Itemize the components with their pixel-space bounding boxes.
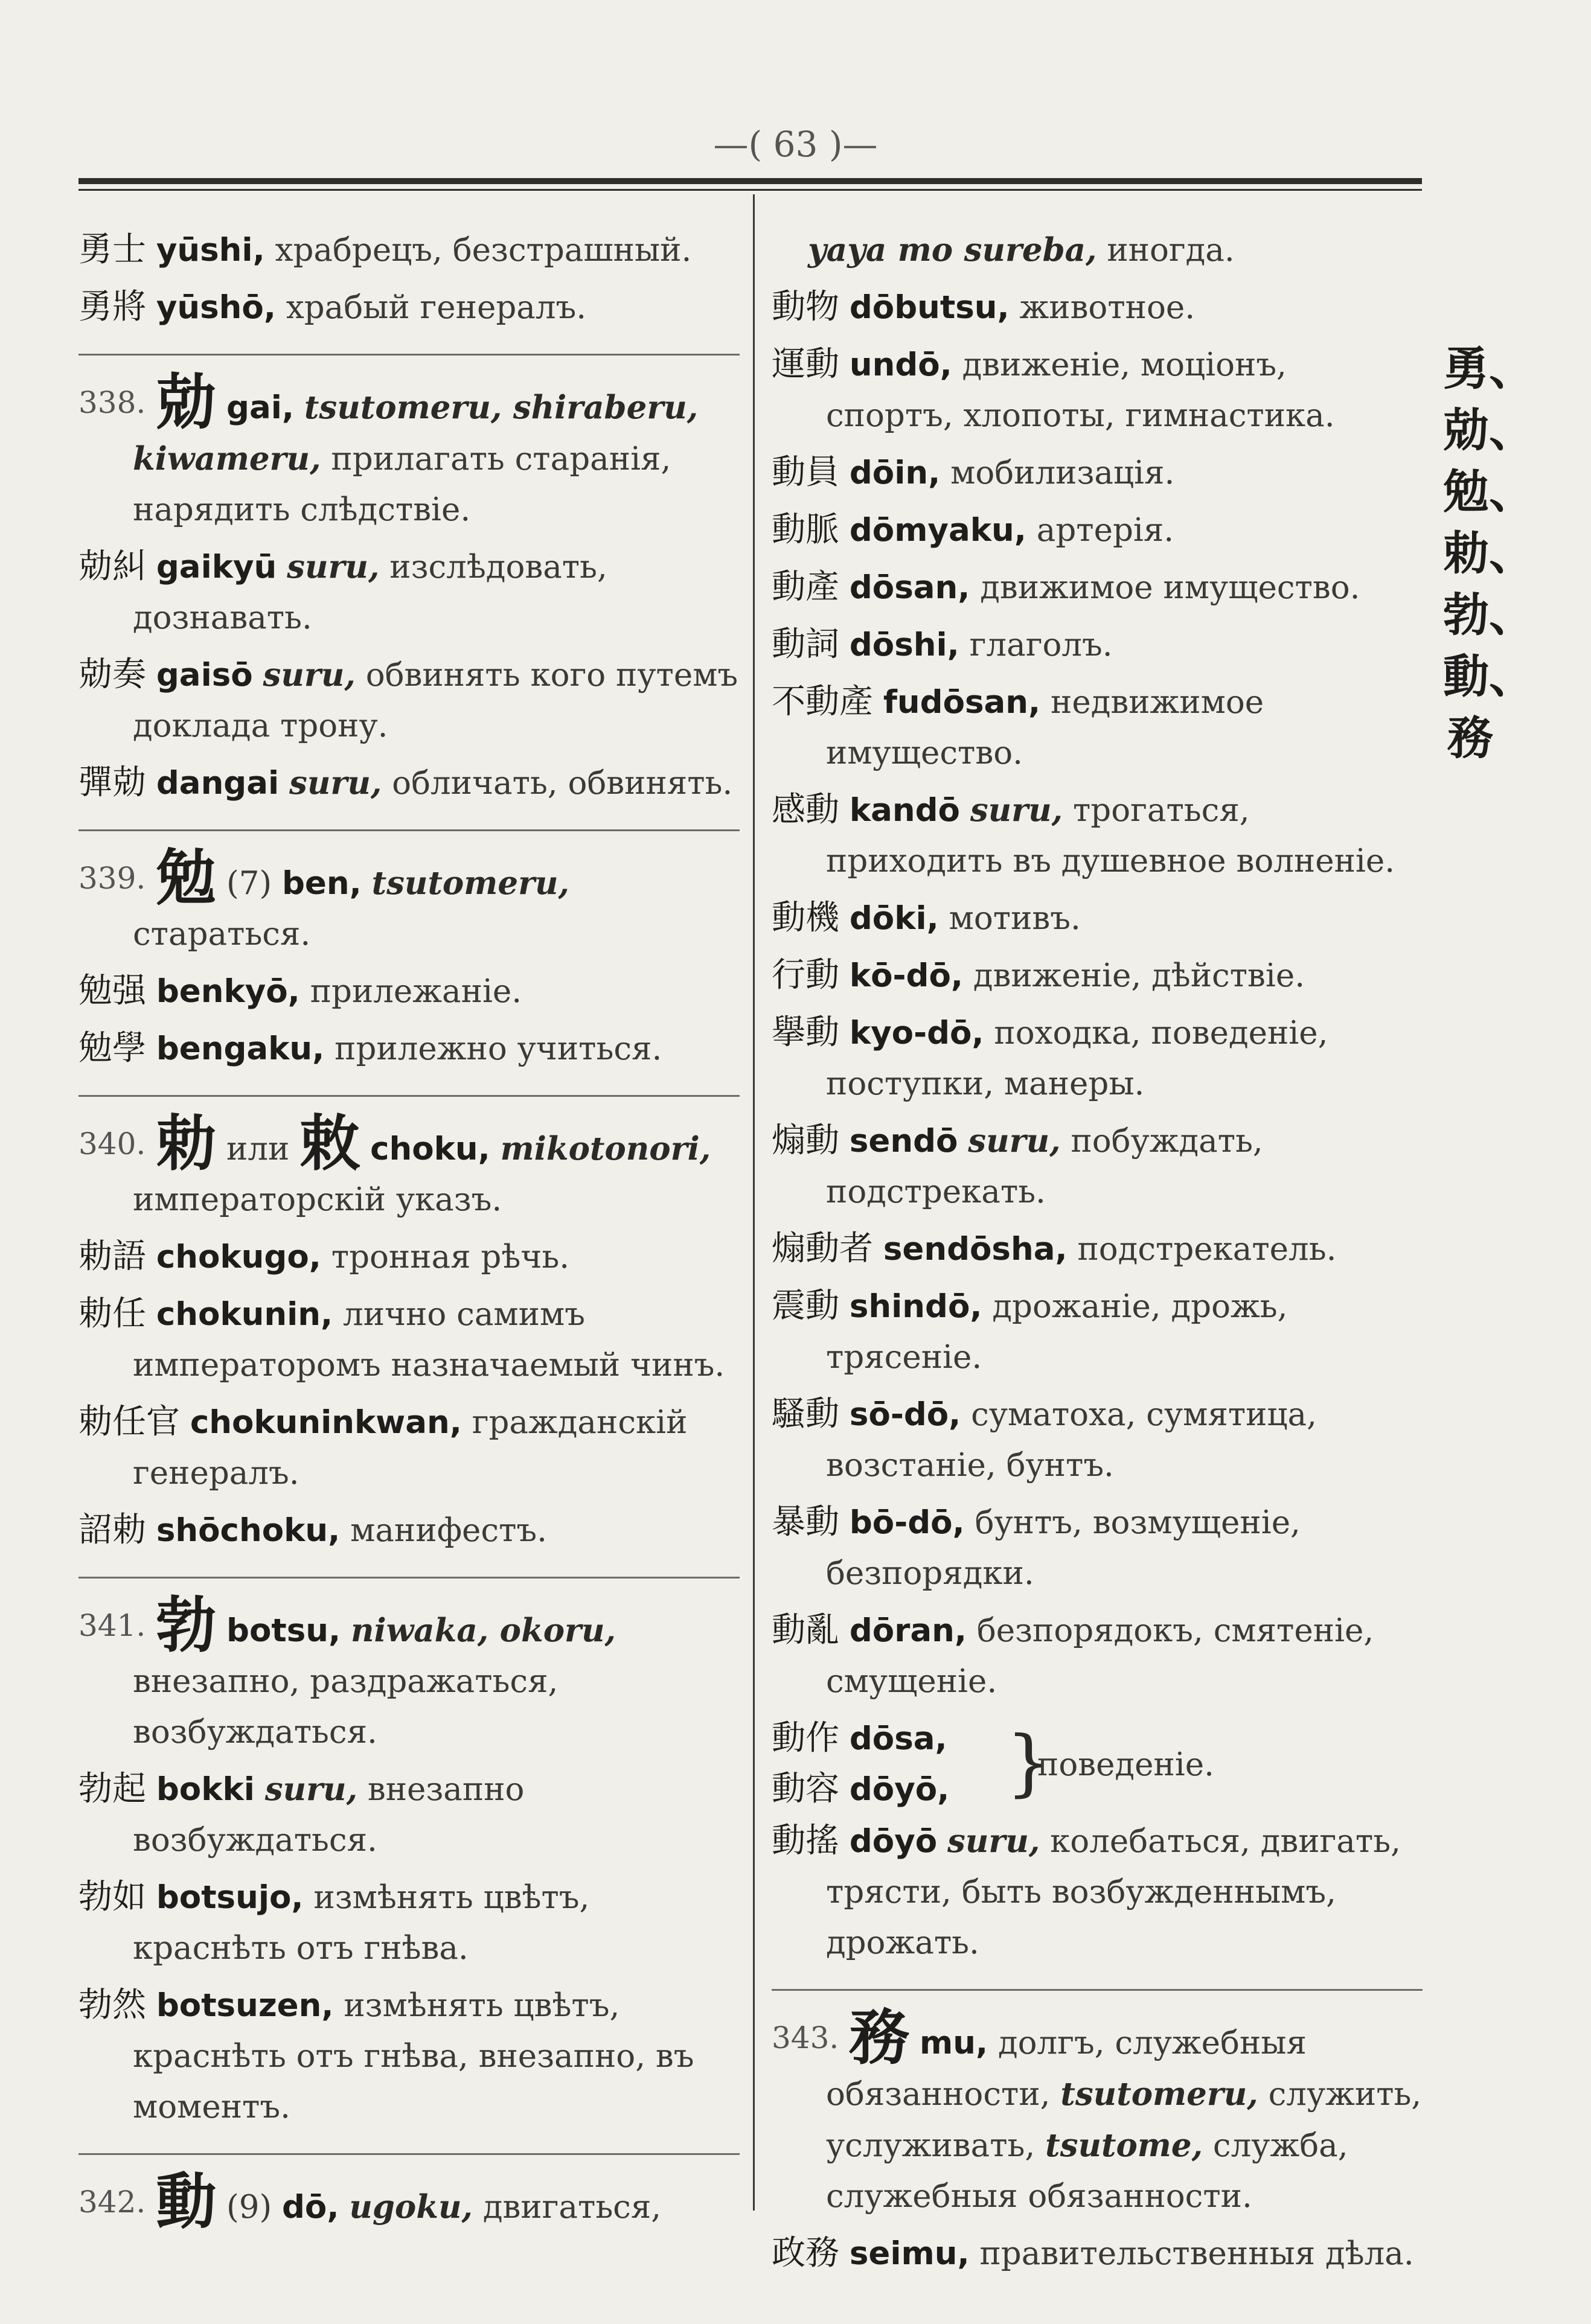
entry-translation: иногда. bbox=[1107, 232, 1235, 269]
entry-reading: tsutomeru, shiraberu, kiwameru, bbox=[133, 389, 699, 477]
entry-kanji: 勇將 bbox=[78, 287, 146, 327]
section-heading-339 bbox=[78, 843, 740, 960]
entry-reading: suru, bbox=[287, 548, 380, 586]
entry-kanji: 運動 bbox=[772, 345, 839, 384]
entry-translation: суматоха, сумятица, возстаніе, бунтъ. bbox=[826, 1396, 1317, 1484]
dictionary-entry bbox=[78, 1505, 740, 1556]
entry-kanji: 動機 bbox=[772, 898, 839, 937]
right-column bbox=[772, 225, 1423, 2285]
dictionary-entry bbox=[78, 758, 740, 809]
section-separator bbox=[78, 829, 740, 831]
section-number: 343. bbox=[772, 2020, 839, 2055]
entry-translation: подстрекатель. bbox=[1077, 1231, 1337, 1268]
entry-kanji: 不動產 bbox=[772, 682, 873, 721]
dictionary-entry bbox=[78, 1872, 740, 1974]
side-index-char: 勅、 bbox=[1443, 526, 1535, 580]
entry-reading: ugoku, bbox=[349, 2188, 473, 2226]
entry-kanji: 勅語 bbox=[78, 1237, 146, 1276]
dictionary-entry bbox=[78, 1231, 740, 1283]
entry-romaji: dō, bbox=[281, 2189, 339, 2226]
entry-romaji: shōchoku, bbox=[156, 1512, 341, 1549]
entry-kanji: 擧動 bbox=[772, 1013, 839, 1052]
entry-kanji: 煽動 bbox=[772, 1121, 839, 1160]
entry-translation: императорскій указъ. bbox=[133, 1181, 502, 1218]
entry-kanji: 勃然 bbox=[78, 1985, 146, 2025]
entry-translation: измѣнять цвѣтъ, краснѣть отъ гнѣва, внезапно, въ моментъ. bbox=[133, 1987, 694, 2125]
entry-kanji: 勅任 bbox=[78, 1294, 146, 1333]
entry-romaji: sendōsha, bbox=[883, 1231, 1068, 1268]
entry-kanji: 勉强 bbox=[78, 971, 146, 1010]
entry-kanji: 動作 bbox=[772, 1719, 839, 1758]
dictionary-entry bbox=[772, 447, 1423, 499]
entry-romaji: undō, bbox=[849, 346, 952, 383]
entry-reading: suru, bbox=[263, 656, 356, 694]
section-separator bbox=[78, 1577, 740, 1579]
entry-romaji: dōshi, bbox=[849, 627, 959, 663]
section-number: 338. bbox=[78, 385, 146, 420]
entry-romaji: kō-dō, bbox=[849, 957, 963, 994]
entry-translation: долгъ, служебныя обязанности, bbox=[826, 2025, 1307, 2113]
continued-entry bbox=[772, 225, 1423, 276]
section-number: 340. bbox=[78, 1126, 146, 1161]
entry-reading: suru, bbox=[970, 791, 1063, 829]
section-separator bbox=[772, 1989, 1423, 1991]
entry-translation: правительственныя дѣла. bbox=[979, 2235, 1414, 2272]
entry-translation: безпорядокъ, смятеніе, смущеніе. bbox=[826, 1612, 1374, 1700]
entry-reading: niwaka, okoru, bbox=[351, 1612, 616, 1649]
entry-kanji: 動員 bbox=[772, 453, 839, 492]
dictionary-entry bbox=[772, 1389, 1423, 1491]
entry-romaji: bokki bbox=[156, 1771, 255, 1808]
entry-romaji: dōsan, bbox=[849, 569, 970, 606]
entry-reading: yaya mo sureba, bbox=[808, 231, 1097, 269]
entry-reading: tsutomeru, bbox=[371, 864, 569, 902]
entry-kanji: 感動 bbox=[772, 790, 839, 829]
entry-translation: изслѣдовать, дознавать. bbox=[133, 549, 607, 636]
section-separator bbox=[78, 1095, 740, 1097]
dictionary-entry bbox=[78, 282, 740, 333]
dictionary-entry bbox=[772, 339, 1423, 441]
dictionary-entry bbox=[772, 1224, 1423, 1275]
entry-translation: двигаться, bbox=[482, 2189, 662, 2226]
entry-romaji: dōbutsu, bbox=[849, 289, 1010, 326]
entry-reading: tsutome, bbox=[1045, 2127, 1203, 2164]
section-number: 339. bbox=[78, 861, 146, 896]
dictionary-entry bbox=[78, 650, 740, 752]
entry-kanji: 勃如 bbox=[78, 1877, 146, 1917]
entry-kanji: 政務 bbox=[772, 2233, 839, 2273]
entry-kanji: 動搖 bbox=[772, 1821, 839, 1860]
entry-translation: обвинять кого путемъ доклада трону. bbox=[133, 657, 738, 744]
entry-romaji: kyo-dō, bbox=[849, 1015, 984, 1052]
entry-romaji: mu, bbox=[920, 2025, 988, 2061]
section-heading-343 bbox=[772, 2002, 1423, 2222]
entry-translation: колебаться, двигать, трясти, быть возбужденнымъ, дрожать. bbox=[826, 1823, 1401, 1961]
entry-translation: лично самимъ императоромъ назначаемый чинъ. bbox=[133, 1296, 725, 1384]
dictionary-entry bbox=[772, 619, 1423, 671]
entry-romaji: botsu, bbox=[226, 1612, 341, 1649]
dictionary-entry bbox=[78, 1397, 740, 1499]
section-heading-338 bbox=[78, 367, 740, 535]
entry-kanji: 勇士 bbox=[78, 230, 146, 269]
dictionary-entry bbox=[772, 893, 1423, 944]
dictionary-entry bbox=[772, 1007, 1423, 1109]
entry-romaji: gaikyū bbox=[156, 549, 277, 586]
side-index-char: 務 bbox=[1447, 711, 1493, 765]
entry-translation: движимое имущество. bbox=[980, 569, 1360, 606]
entry-romaji: kandō bbox=[849, 792, 960, 829]
entry-romaji: fudōsan, bbox=[883, 684, 1041, 721]
section-kanji-variant: 敕 bbox=[299, 1108, 360, 1179]
entry-translation: храбый генералъ. bbox=[286, 289, 587, 326]
brace-icon: } bbox=[1006, 1721, 1052, 1805]
dictionary-entry bbox=[78, 541, 740, 643]
entry-kanji: 勀奏 bbox=[78, 655, 146, 694]
entry-reading: suru, bbox=[289, 764, 382, 802]
dictionary-entry bbox=[772, 1497, 1423, 1599]
entry-romaji: chokuninkwan, bbox=[190, 1404, 462, 1441]
section-kanji: 勀 bbox=[156, 367, 217, 438]
dictionary-entry bbox=[78, 1289, 740, 1391]
entry-romaji: bō-dō, bbox=[849, 1504, 965, 1541]
dictionary-entry bbox=[772, 562, 1423, 613]
entry-romaji: ben, bbox=[281, 865, 362, 902]
entry-kanji: 煽動者 bbox=[772, 1229, 873, 1268]
entry-translation: измѣнять цвѣтъ, краснѣть отъ гнѣва. bbox=[133, 1879, 590, 1967]
entry-translation: прилежно учиться. bbox=[335, 1030, 662, 1067]
entry-translation: обличать, обвинять. bbox=[392, 765, 733, 802]
entry-translation: прилежаніе. bbox=[310, 973, 522, 1010]
entry-kanji: 詔勅 bbox=[78, 1510, 146, 1550]
section-heading-341 bbox=[78, 1590, 740, 1758]
header-rule bbox=[78, 178, 1422, 184]
entry-kanji: 暴動 bbox=[772, 1502, 839, 1542]
section-kanji: 務 bbox=[849, 2002, 910, 2073]
entry-romaji: dōmyaku, bbox=[849, 512, 1026, 549]
entry-romaji: bengaku, bbox=[156, 1030, 325, 1067]
entry-translation: мобилизація. bbox=[950, 455, 1175, 491]
section-kanji: 勃 bbox=[156, 1590, 217, 1661]
side-index-char: 動、 bbox=[1443, 650, 1535, 703]
side-index-char: 勉、 bbox=[1443, 465, 1535, 519]
entry-romaji: dōran, bbox=[849, 1612, 967, 1649]
entry-translation: мотивъ. bbox=[949, 900, 1081, 937]
entry-kanji: 動脈 bbox=[772, 510, 839, 549]
entry-translation: походка, поведеніе, поступки, манеры. bbox=[826, 1015, 1328, 1102]
entry-translation: трогаться, приходить въ душевное волненіе. bbox=[826, 792, 1395, 879]
entry-translation: дрожаніе, дрожь, трясеніе. bbox=[826, 1288, 1288, 1376]
entry-translation: служба, служебныя обязанности. bbox=[826, 2127, 1348, 2215]
entry-romaji: dōki, bbox=[849, 900, 939, 937]
entry-translation: животное. bbox=[1019, 289, 1196, 326]
entry-romaji: shindō, bbox=[849, 1288, 982, 1325]
dictionary-entry bbox=[78, 225, 740, 276]
side-index-char: 勀、 bbox=[1443, 403, 1535, 457]
entry-romaji: seimu, bbox=[849, 2235, 970, 2272]
entry-translation: артерія. bbox=[1036, 512, 1174, 549]
entry-translation: движеніе, дѣйствіе. bbox=[973, 957, 1305, 994]
dictionary-entry bbox=[772, 677, 1423, 779]
side-index-char: 勃、 bbox=[1443, 588, 1535, 642]
header-rule-thin bbox=[78, 189, 1422, 191]
section-heading-340 bbox=[78, 1108, 740, 1225]
entry-translation: движеніе, моціонъ, спортъ, хлопоты, гимнастика. bbox=[826, 346, 1335, 434]
entry-romaji: dōsa, bbox=[849, 1720, 947, 1757]
entry-romaji: dōyō bbox=[849, 1823, 938, 1860]
entry-kanji: 騷動 bbox=[772, 1394, 839, 1434]
section-heading-342 bbox=[78, 2166, 740, 2237]
entry-translation: гражданскій генералъ. bbox=[133, 1404, 688, 1492]
dictionary-entry bbox=[772, 950, 1423, 1001]
entry-romaji: botsujo, bbox=[156, 1879, 304, 1916]
entry-translation: манифестъ. bbox=[350, 1512, 547, 1549]
entry-kanji: 動詞 bbox=[772, 625, 839, 664]
entry-translation: побуждать, подстрекать. bbox=[826, 1123, 1263, 1210]
entry-reading: suru, bbox=[947, 1822, 1040, 1860]
dictionary-entry bbox=[772, 785, 1423, 887]
entry-translation: стараться. bbox=[133, 916, 311, 953]
dictionary-entry bbox=[78, 1764, 740, 1866]
brace-line-2 bbox=[772, 1764, 949, 1815]
brace-line-1 bbox=[772, 1713, 947, 1764]
entry-kanji: 動亂 bbox=[772, 1611, 839, 1650]
entry-translation: недвижимое имущество. bbox=[826, 684, 1264, 771]
dictionary-entry bbox=[772, 1116, 1423, 1218]
section-number: 342. bbox=[78, 2185, 146, 2220]
entry-romaji: chokunin, bbox=[156, 1296, 333, 1333]
entry-reading: mikotonori, bbox=[500, 1130, 711, 1167]
entry-kanji: 動容 bbox=[772, 1769, 839, 1808]
page-number: —( 63 )— bbox=[713, 124, 878, 165]
left-column bbox=[78, 225, 740, 2239]
dictionary-entry bbox=[772, 282, 1423, 333]
entry-romaji: dōyō, bbox=[849, 1771, 950, 1808]
entry-romaji: gai, bbox=[226, 389, 295, 426]
entry-romaji: yūshi, bbox=[156, 232, 265, 269]
dictionary-entry bbox=[772, 1605, 1423, 1707]
section-number: 341. bbox=[78, 1608, 146, 1643]
entry-romaji: choku, bbox=[370, 1131, 490, 1167]
entry-romaji: yūshō, bbox=[156, 289, 276, 326]
section-kanji: 動 bbox=[156, 2166, 217, 2237]
section-separator bbox=[78, 354, 740, 356]
entry-reading: tsutomeru, bbox=[1060, 2075, 1258, 2113]
dictionary-entry bbox=[772, 505, 1423, 556]
column-divider bbox=[753, 194, 755, 2211]
entry-translation: служить, услуживать, bbox=[826, 2076, 1422, 2164]
dictionary-entry bbox=[78, 966, 740, 1017]
entry-translation: бунтъ, возмущеніе, безпорядки. bbox=[826, 1504, 1301, 1592]
section-kanji: 勅 bbox=[156, 1108, 217, 1179]
entry-romaji: benkyō, bbox=[156, 973, 300, 1010]
entry-kanji: 動產 bbox=[772, 567, 839, 607]
entry-kanji: 勀糾 bbox=[78, 547, 146, 586]
dictionary-entry bbox=[78, 1980, 740, 2133]
entry-kanji: 勉學 bbox=[78, 1029, 146, 1068]
entry-translation: поведеніе. bbox=[1037, 1746, 1214, 1783]
entry-romaji: dōin, bbox=[849, 455, 941, 491]
dictionary-entry bbox=[78, 1023, 740, 1074]
entry-kanji: 震動 bbox=[772, 1286, 839, 1326]
stroke-count: (9) bbox=[226, 2189, 272, 2226]
entry-kanji: 勃起 bbox=[78, 1769, 146, 1808]
stroke-count: (7) bbox=[226, 865, 272, 902]
entry-kanji: 動物 bbox=[772, 287, 839, 327]
entry-romaji: sō-dō, bbox=[849, 1396, 961, 1433]
entry-reading: suru, bbox=[968, 1122, 1061, 1160]
side-index-char: 勇、 bbox=[1443, 342, 1535, 395]
entry-translation: храбрецъ, безстрашный. bbox=[275, 232, 692, 269]
entry-translation: внезапно возбуждаться. bbox=[133, 1771, 525, 1859]
entry-translation: глаголъ. bbox=[969, 627, 1113, 663]
entry-translation: прилагать старанія, нарядить слѣдствіе. bbox=[133, 441, 671, 528]
dictionary-entry bbox=[772, 1816, 1423, 1968]
section-kanji: 勉 bbox=[156, 843, 217, 913]
or-word: или bbox=[226, 1131, 290, 1167]
brace-entry bbox=[772, 1713, 1423, 1816]
entry-kanji: 勅任官 bbox=[78, 1402, 180, 1441]
entry-romaji: sendō bbox=[849, 1123, 958, 1160]
entry-romaji: dangai bbox=[156, 765, 280, 802]
side-index bbox=[1443, 338, 1535, 769]
entry-kanji: 彈勀 bbox=[78, 763, 146, 802]
entry-romaji: chokugo, bbox=[156, 1239, 321, 1275]
entry-romaji: gaisō bbox=[156, 657, 253, 694]
entry-translation: тронная рѣчь. bbox=[331, 1239, 570, 1275]
entry-translation: внезапно, раздражаться, возбуждаться. bbox=[133, 1663, 559, 1751]
dictionary-entry bbox=[772, 1281, 1423, 1383]
entry-kanji: 行動 bbox=[772, 956, 839, 995]
section-separator bbox=[78, 2153, 740, 2155]
entry-reading: suru, bbox=[264, 1770, 358, 1808]
dictionary-entry bbox=[772, 2228, 1423, 2279]
entry-romaji: botsuzen, bbox=[156, 1987, 334, 2024]
